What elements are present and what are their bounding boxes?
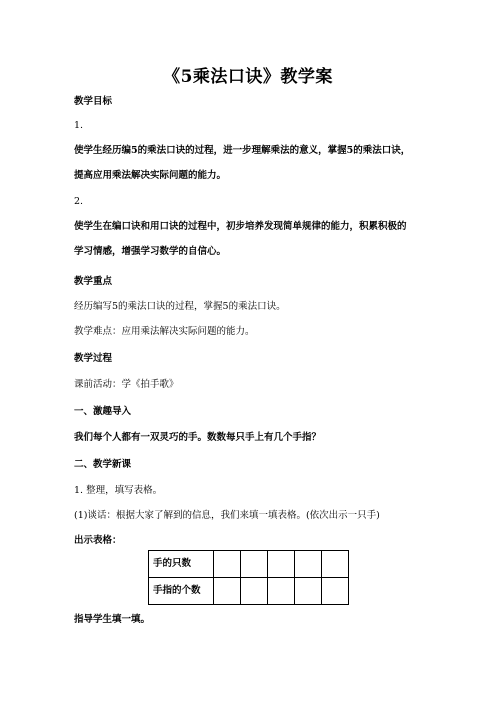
table-cell [295,578,322,605]
goal-2-line-1: 使学生在编口诀和用口诀的过程中，初步培养发现简单规律的能力，积累积极的 [74,221,407,232]
document-title: 《5乘法口诀》教学案 [163,67,333,87]
goal-1-line-1: 使学生经历编5的乘法口诀的过程，进一步理解乘法的意义，掌握5的乘法口诀， [74,145,411,156]
difficult-points-text: 教学难点：应用乘法解决实际问题的能力。 [74,326,255,337]
guide-students-text: 指导学生填一填。 [74,614,151,625]
step-1-talk: (1)谈话：根据大家了解到的信息，我们来填一填表格。(依次出示一只手) [74,510,380,521]
table-cell [322,578,349,605]
key-points-text: 经历编写5的乘法口诀的过程，掌握5的乘法口诀。 [74,301,286,312]
pre-class-activity: 课前活动：学《拍手歌》 [74,379,179,390]
heading-teaching-process: 教学过程 [74,353,113,364]
row-label-fingers: 手指的个数 [149,578,214,605]
heading-key-points: 教学重点 [74,276,113,287]
table-cell [214,551,241,578]
section-one-heading: 一、激趣导入 [74,406,132,417]
section-two-heading: 二、教学新课 [74,459,132,470]
table-row [149,551,349,578]
table-cell [268,551,295,578]
table-cell [241,578,268,605]
table-cell [241,551,268,578]
fill-in-table [148,550,349,605]
table-cell [214,578,241,605]
table-row [149,578,349,605]
goal-1-line-2: 提高应用乘法解决实际问题的能力。 [74,170,227,181]
table-cell [295,551,322,578]
table-cell [268,578,295,605]
goal-2-line-2: 学习情感，增强学习数学的自信心。 [74,246,227,257]
step-1-heading: 1. 整理，填写表格。 [74,485,163,496]
section-one-text: 我们每个人都有一双灵巧的手。数数每只手上有几个手指？ [74,432,322,443]
table-cell [322,551,349,578]
goal-number-1: 1. [74,120,84,131]
goal-number-2: 2. [74,196,84,207]
show-table-label: 出示表格： [74,535,122,546]
heading-teaching-goals: 教学目标 [74,96,113,107]
row-label-hands: 手的只数 [149,551,214,578]
